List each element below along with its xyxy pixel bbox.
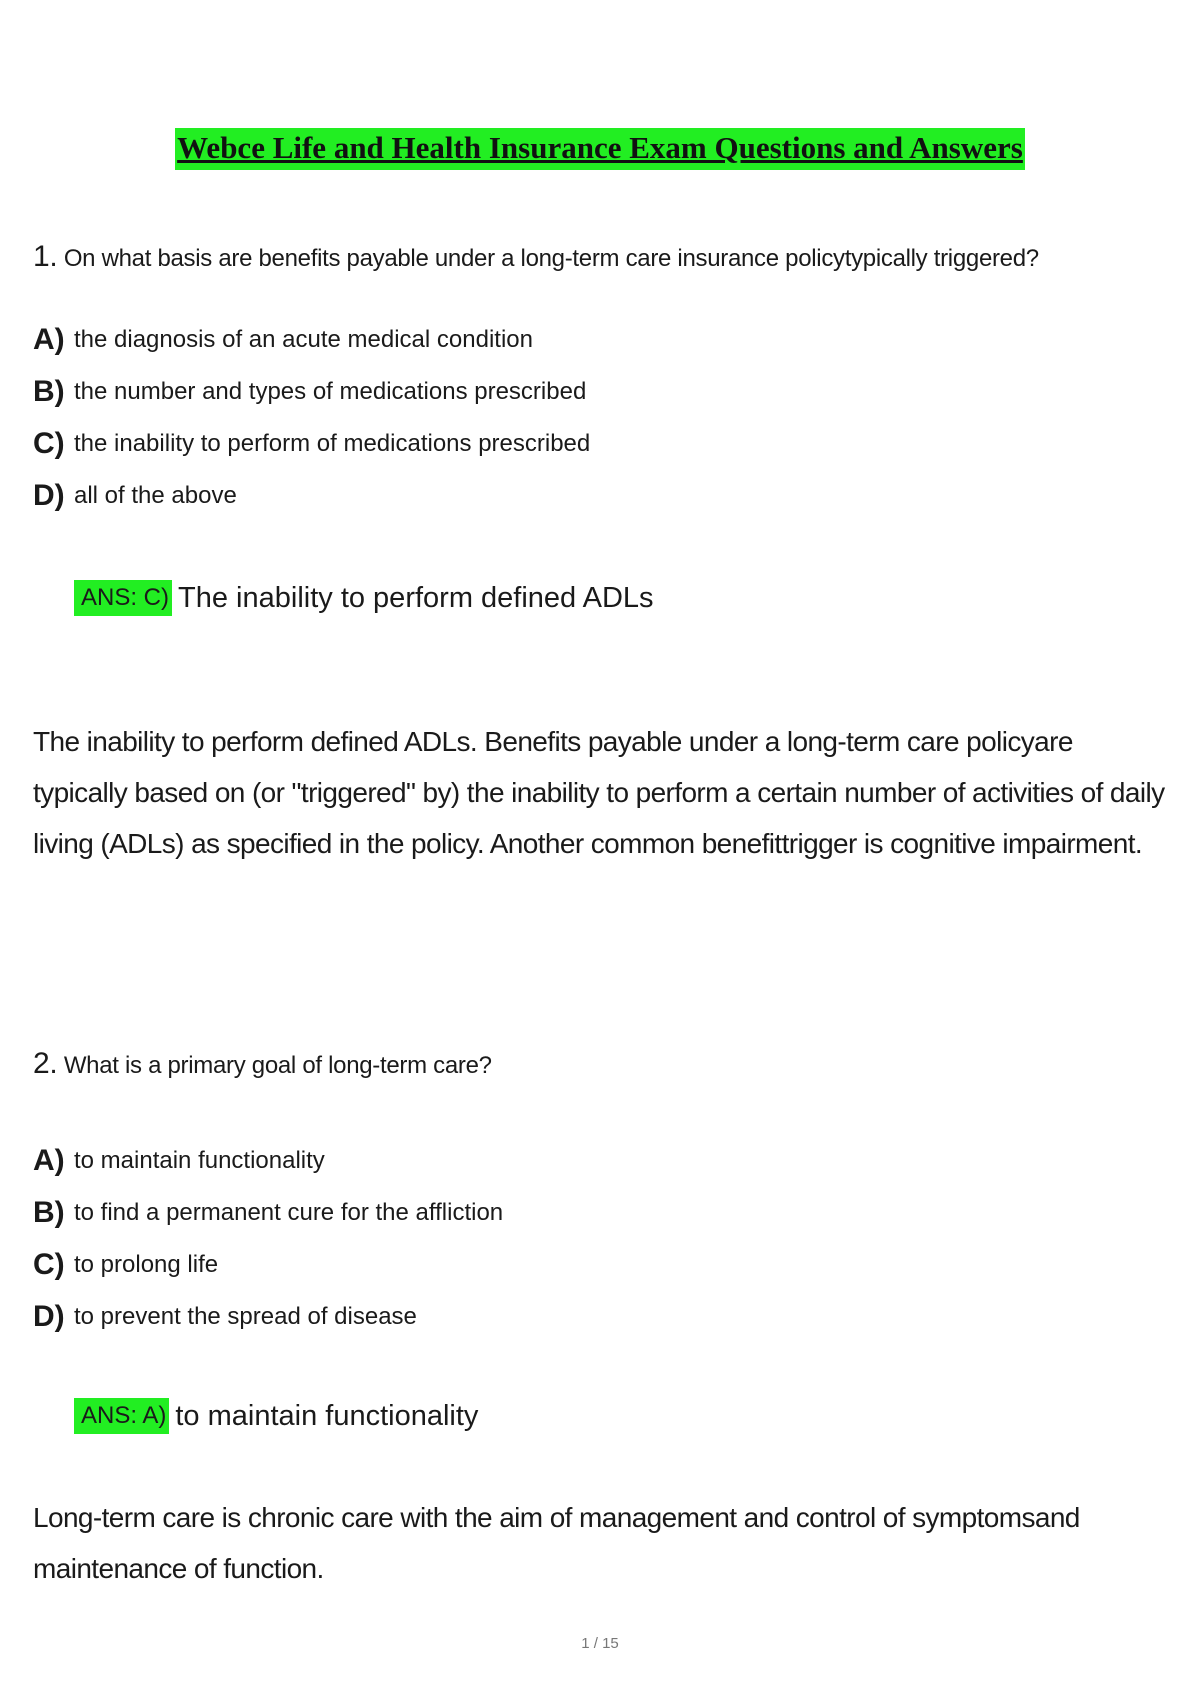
option-text: to find a permanent cure for the affliction [74, 1199, 504, 1226]
option-letter: A) [33, 1144, 65, 1177]
page-indicator: 1 / 15 [581, 1635, 619, 1652]
option-c [33, 1239, 503, 1291]
question-number: 2 [33, 1047, 50, 1080]
answer-text: to maintain functionality [175, 1399, 479, 1432]
option-letter: B) [33, 1196, 65, 1229]
answer-tag: ANS: C) [74, 580, 172, 616]
option-a [33, 314, 590, 366]
question-2: 2. What is a primary goal of long-term care? [33, 1047, 492, 1080]
answer-tag: ANS: A) [74, 1398, 169, 1434]
question-2-options [33, 1135, 503, 1343]
option-letter: D) [33, 479, 65, 512]
option-text: to maintain functionality [74, 1147, 325, 1174]
question-2-answer [74, 1398, 478, 1434]
option-letter: A) [33, 323, 65, 356]
option-text: to prevent the spread of disease [74, 1303, 417, 1330]
option-text: the number and types of medications prescribed [74, 378, 587, 405]
option-letter: D) [33, 1300, 65, 1333]
option-text: the inability to perform of medications prescribed [74, 430, 591, 457]
question-1-options [33, 314, 590, 522]
document-title: Webce Life and Health Insurance Exam Questions and Answers [175, 128, 1025, 170]
option-letter: C) [33, 1248, 65, 1281]
option-c [33, 418, 590, 470]
option-b [33, 1187, 503, 1239]
option-d [33, 1291, 503, 1343]
question-2-explanation: Long-term care is chronic care with the aim of management and control of symptomsand maintenance of function. [33, 1502, 1080, 1584]
option-text: to prolong life [74, 1251, 219, 1278]
question-number: 1 [33, 240, 50, 273]
option-text: the diagnosis of an acute medical condition [74, 326, 533, 353]
question-1-answer [74, 580, 654, 616]
question-1: 1. On what basis are benefits payable under a long-term care insurance policytypically triggered? [33, 240, 1039, 273]
option-b [33, 366, 590, 418]
question-text: What is a primary goal of long-term care? [63, 1052, 492, 1079]
answer-text: The inability to perform defined ADLs [178, 581, 654, 614]
option-a [33, 1135, 503, 1187]
option-letter: B) [33, 375, 65, 408]
option-text: all of the above [74, 482, 237, 509]
option-letter: C) [33, 427, 65, 460]
option-d [33, 470, 590, 522]
title-container [0, 128, 1200, 170]
question-text: On what basis are benefits payable under a long-term care insurance policytypically triggered? [63, 245, 1039, 272]
question-1-explanation: The inability to perform defined ADLs. Benefits payable under a long-term care policyare typically based on (or "triggered" by) the inability to perform a certain number of activities of daily living (ADLs) as specified in the policy. Another common benefittrigger is cognitive impairment. [33, 726, 1165, 859]
